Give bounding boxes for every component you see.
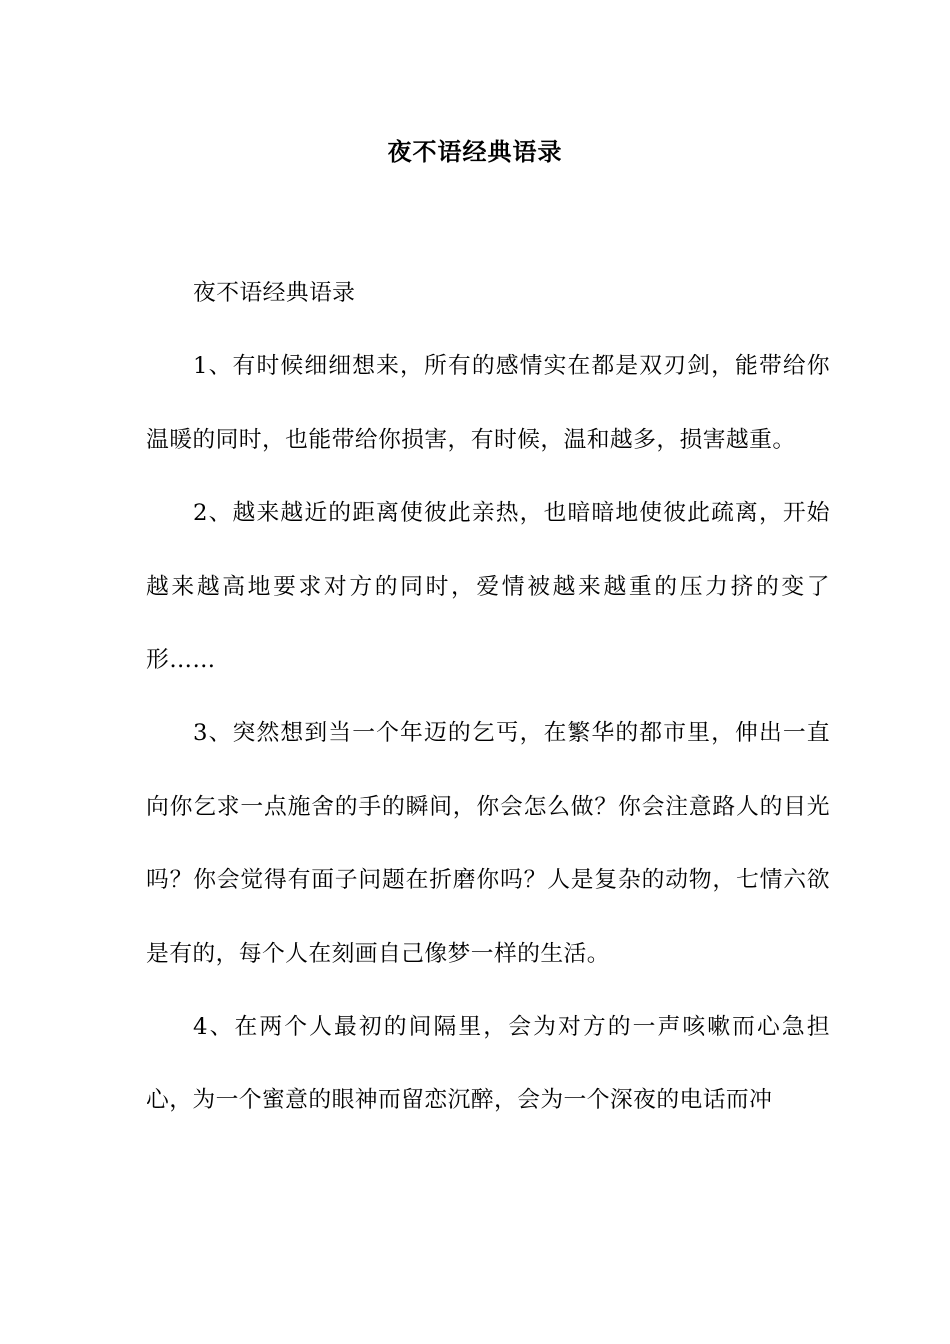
document-title: 夜不语经典语录 — [387, 137, 563, 166]
document-body — [146, 257, 830, 1138]
quote-paragraph-4: 4、在两个人最初的间隔里，会为对方的一声咳嗽而心急担心，为一个蜜意的眼神而留恋沉醉，会为一个深夜的电话而冲 — [146, 1014, 830, 1114]
quote-paragraph-2: 2、越来越近的距离使彼此亲热，也暗暗地使彼此疏离，开始越来越高地要求对方的同时，爱情被越来越重的压力挤的变了形…… — [146, 500, 830, 674]
quote-paragraph-1: 1、有时候细细想来，所有的感情实在都是双刃剑，能带给你温暖的同时，也能带给你损害，有时候，温和越多，损害越重。 — [146, 353, 830, 453]
quote-paragraph-3: 3、突然想到当一个年迈的乞丐，在繁华的都市里，伸出一直向你乞求一点施舍的手的瞬间，你会怎么做？你会注意路人的目光吗？你会觉得有面子问题在折磨你吗？人是复杂的动物，七情六欲是有的，每个人在刻画自己像梦一样的生活。 — [146, 720, 830, 967]
document-subtitle: 夜不语经典语录 — [193, 280, 356, 306]
